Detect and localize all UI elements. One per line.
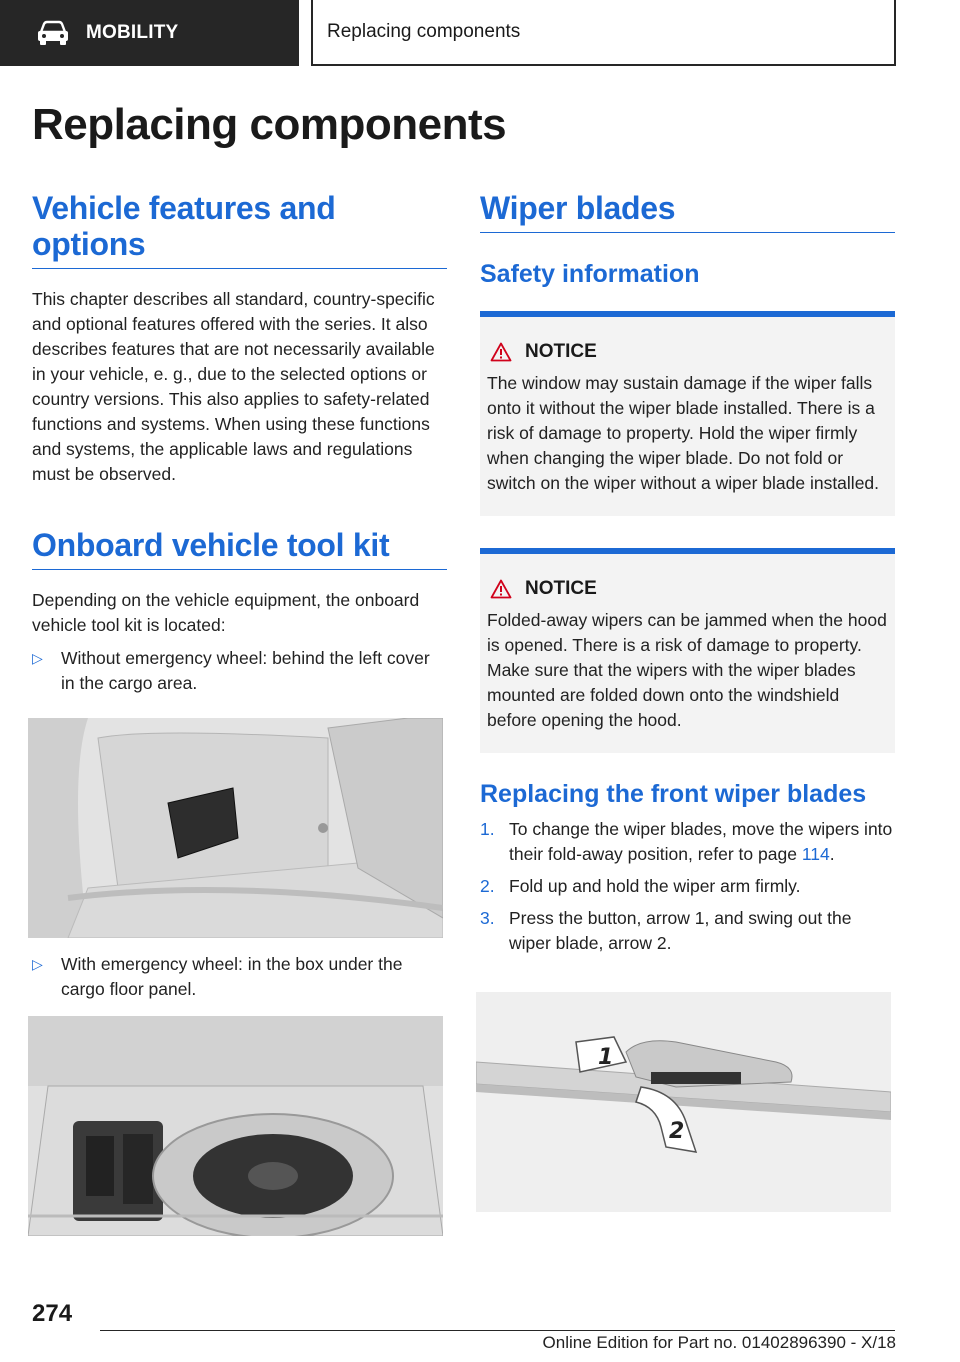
- wiper-blade-image: [476, 992, 891, 1212]
- notice-text: Folded-away wipers can be jammed when the hood is opened. There is a risk of damage to property. Make sure that the wipers with the wiper blades mounted are folded down onto the windshield before opening the hood.: [487, 610, 887, 730]
- section-label: MOBILITY: [86, 22, 179, 43]
- features-heading: Vehicle features and options: [32, 190, 447, 269]
- spare-wheel-image: [28, 1016, 443, 1236]
- bullet-triangle-icon: ▷: [32, 956, 43, 972]
- replace-heading: Replacing the front wiper blades: [480, 780, 867, 808]
- wiper-heading: Wiper blades: [480, 190, 895, 233]
- warning-triangle-icon: [490, 342, 512, 362]
- notice-text: The window may sustain damage if the wiper falls onto it without the wiper blade installed. There is a risk of damage to property. Hold the wiper firmly when changing the wiper blade. Do not fold or switch on the wiper without a wiper blade installed.: [487, 373, 880, 493]
- features-text: This chapter describes all standard, country-specific and optional features offered with the series. It also describes features that are not necessarily available in your vehicle, e. g., due to the selected options or country versions. This also applies to safety-related functions and systems. When using these functions and systems, the applicable laws and regulations must be observed.: [32, 289, 435, 484]
- section-tab: [0, 0, 299, 66]
- notice-label: NOTICE: [525, 341, 597, 362]
- car-icon: [36, 20, 70, 46]
- safety-heading: Safety information: [480, 260, 700, 288]
- toolkit-list-2: [32, 952, 447, 1002]
- notice-box-2: [480, 548, 895, 753]
- toolkit-list-1: [32, 646, 447, 696]
- bullet-triangle-icon: ▷: [32, 650, 43, 666]
- right-column: [480, 190, 895, 963]
- list-item: ▷ With emergency wheel: in the box under the cargo floor panel.: [32, 954, 403, 999]
- toolkit-text: Depending on the vehicle equipment, the onboard vehicle tool kit is located:: [32, 590, 420, 635]
- notice-box-1: [480, 311, 895, 516]
- page-title: Replacing components: [32, 100, 507, 149]
- list-item: ▷ Without emergency wheel: behind the left cover in the cargo area.: [32, 648, 430, 693]
- chapter-title-box: [311, 0, 896, 66]
- warning-triangle-icon: [490, 579, 512, 599]
- list-item: 1. To change the wiper blades, move the wipers into their fold-away position, refer to page 114.: [480, 819, 893, 864]
- left-column: [32, 190, 447, 696]
- chapter-title: Replacing components: [327, 21, 521, 42]
- page-link[interactable]: 114: [801, 844, 830, 864]
- cargo-area-image: [28, 718, 443, 938]
- replace-steps: [480, 817, 895, 956]
- list-item: 3. Press the button, arrow 1, and swing out the wiper blade, arrow 2.: [480, 908, 852, 953]
- edition-text: Online Edition for Part no. 01402896390 - X/18: [542, 1333, 896, 1352]
- list-item: 2. Fold up and hold the wiper arm firmly.: [480, 876, 801, 896]
- arrow-2-label: 2: [669, 1119, 685, 1144]
- notice-label: NOTICE: [525, 578, 597, 599]
- page-number: 274: [32, 1300, 73, 1327]
- arrow-1-label: 1: [598, 1045, 614, 1070]
- footer-divider: [100, 1330, 895, 1331]
- toolkit-heading: Onboard vehicle tool kit: [32, 527, 447, 570]
